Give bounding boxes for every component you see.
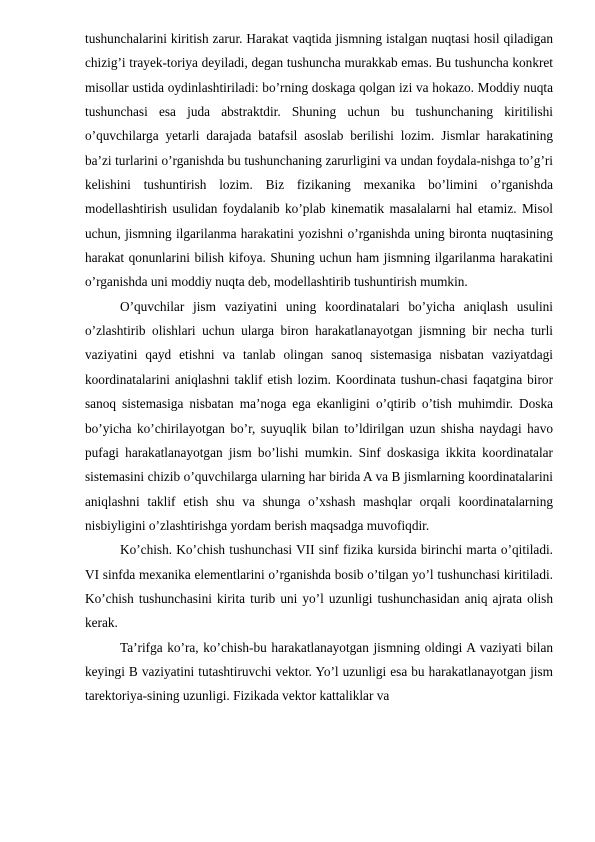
body-text <box>85 27 553 709</box>
paragraph-displacement-intro: Ko’chish. Ko’chish tushunchasi VII sinf fizika kursida birinchi marta o’qitiladi. VI sinfda mexanika elementlarini o’rganishda bosib o’tilgan yo’l tushunchasi kiritiladi. Ko’chish tushunchasini kirita turib uni yo’l uzunligi tushunchasidan aniq ajrata olish kerak. <box>85 542 553 631</box>
paragraph-continuation: tushunchalarini kiritish zarur. Harakat vaqtida jismning istalgan nuqtasi hosil qiladigan chizig’i trayek-toriya deyiladi, degan tushuncha murakkab emas. Bu tushuncha konkret misollar ustida oydinlashtiriladi: bo’rning doskaga qolgan izi va hokazo. Moddiy nuqta tushunchasi esa juda abstraktdir. Shuning uchun bu tushunchaning kiritilishi o’quvchilarga yetarli darajada batafsil asoslab berilishi lozim. Jismlar harakatining ba’zi turlarini o’rganishda bu tushunchaning zarurligini va undan foydala-nishga to’g’ri kelishini tushuntirish lozim. Biz fizikaning mexanika bo’limini o’rganishda modellashtirish usulidan foydalanib ko’plab kinematik masalalarni hal etamiz. Misol uchun, jismning ilgarilanma harakatini yozishni o’rganishda uning bironta nuqtasining harakat qonunlarini bilish kifoya. Shuning uchun ham jismning ilgarilanma harakatini o’rganishda uni moddiy nuqta deb, modellashtirib tushuntirish mumkin. <box>85 31 553 290</box>
paragraph-coordinates: O’quvchilar jism vaziyatini uning koordinatalari bo’yicha aniqlash usulini o’zlashtirib olishlari uchun ularga biron harakatlanayotgan jismning bir necha turli vaziyatini qayd etishni va tanlab olingan sanoq sistemasiga nisbatan vaziyatdagi koordinatalarini aniqlashni taklif etish lozim. Koordinata tushun-chasi faqatgina biror sanoq sistemasiga nisbatan ma’noga ega ekanligini o’qtirib o’tish muhimdir. Doska bo’yicha ko’chirilayotgan bo’r, suyuqlik bilan to’ldirilgan uzun shisha naydagi havo pufagi harakatlanayotgan jism bo’lishi mumkin. Sinf doskasiga ikkita koordinatalar sistemasini chizib o’quvchilarga ularning har birida A va B jismlarning koordinatalarini aniqlashni taklif etish shu va shunga o’xshash mashqlar orqali koordinatalarning nisbiyligini o’zlashtirishga yordam berish maqsadga muvofiqdir. <box>85 298 553 533</box>
paragraph-displacement-definition: Ta’rifga ko’ra, ko’chish-bu harakatlanayotgan jismning oldingi A vaziyati bilan keyingi B vaziyatini tutashtiruvchi vektor. Yo’l uzunligi esa bu harakatlanayotgan jism tarektoriya-sining uzunligi. Fizikada vektor kattaliklar va <box>85 639 553 704</box>
